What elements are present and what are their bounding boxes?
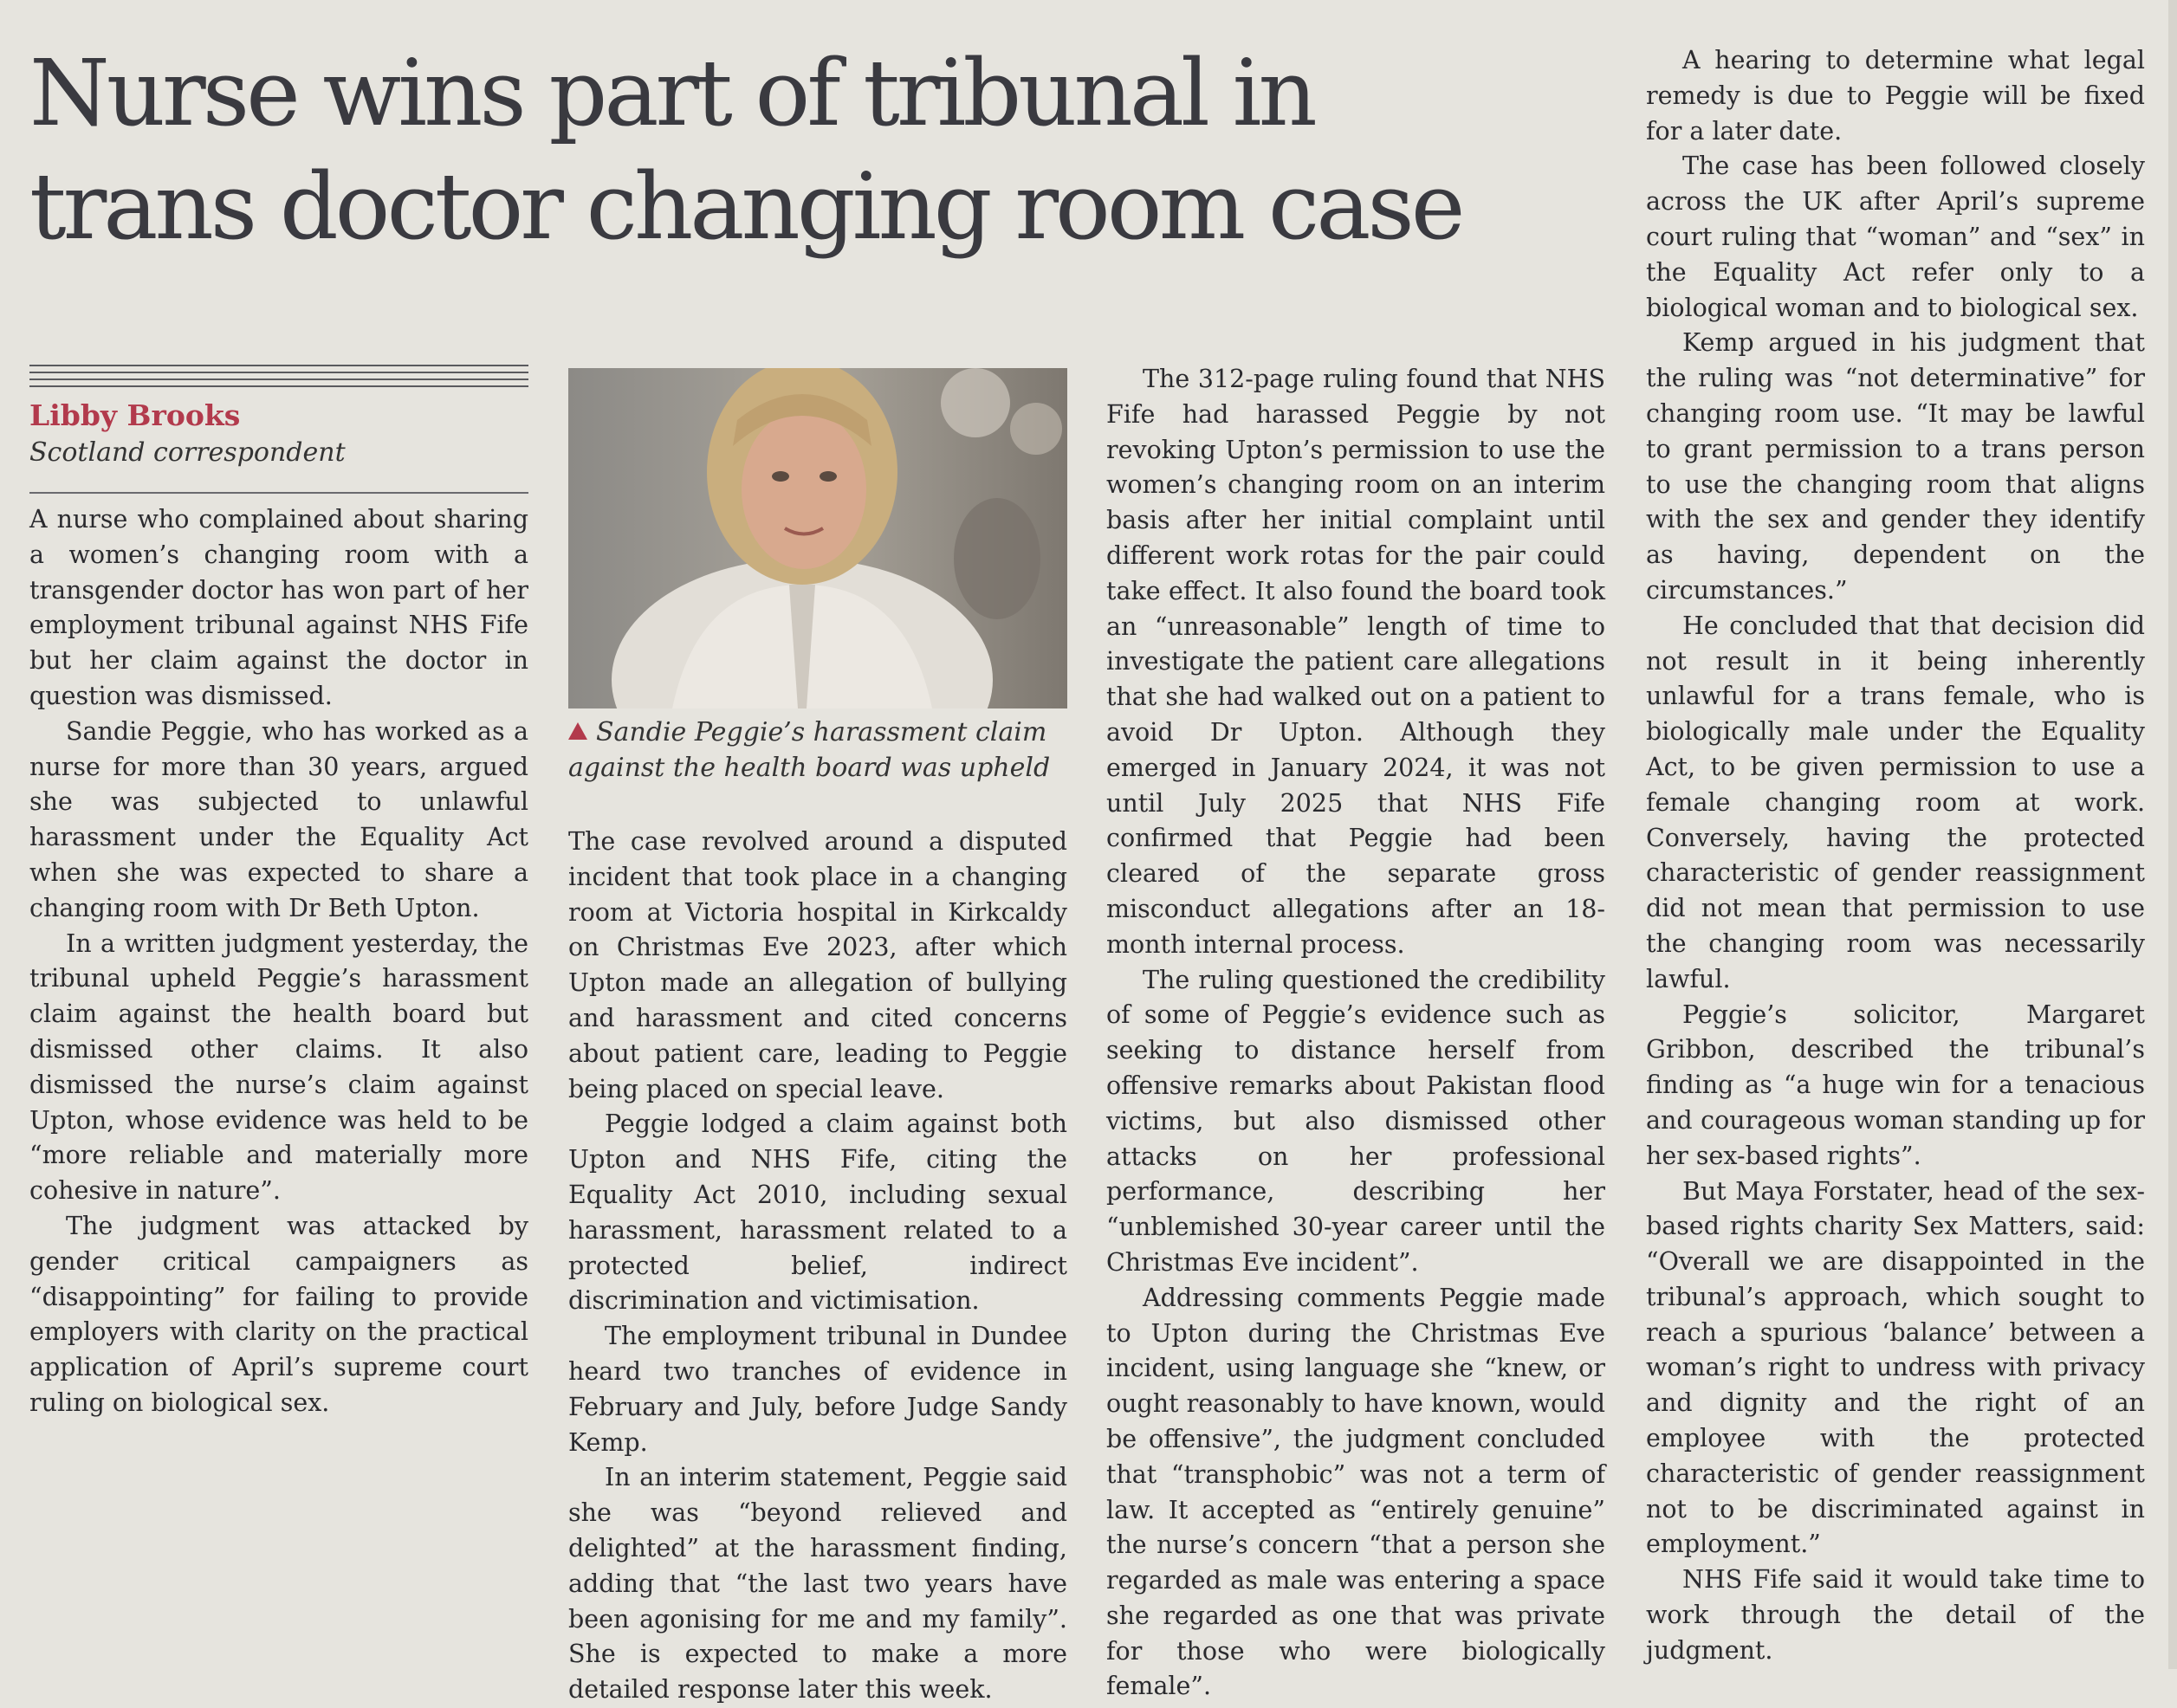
column-2 — [568, 825, 1067, 1708]
portrait-image — [568, 368, 1067, 708]
paragraph-10: The ruling questioned the credibility of some of Peggie’s evidence such as seeking to distance herself from offensive remarks about Pakistan flood victims, but also dismissed other attacks on her professional performance, describing her “unblemished 30-year career until the Christmas Eve incident”. — [1106, 965, 1605, 1277]
caption-triangle-icon — [568, 722, 587, 740]
column-3 — [1106, 362, 1605, 1705]
paragraph-8: In an interim statement, Peggie said she was “beyond relieved and delighted” at the harassment finding, adding that “the last two years have been agonising for me and my family”. She is expected to make a more detailed response later this week. — [568, 1463, 1067, 1705]
article-photo — [568, 368, 1067, 708]
paragraph-12: A hearing to determine what legal remedy is due to Peggie will be fixed for a later date. — [1646, 46, 2145, 146]
page-edge — [2168, 0, 2177, 1669]
byline — [29, 397, 528, 471]
paragraph-1: A nurse who complained about sharing a women’s changing room with a transgender doctor has won part of her employment tribunal against NHS Fife but her claim against the doctor in question was dismissed. — [29, 505, 528, 710]
paragraph-15: He concluded that that decision did not result in it being inherently unlawful for a trans female, who is biologically male under the Equality Act, to be given permission to use a female changing room at work. Conversely, having the protected characteristic of gender reassignment did not mean that permission to use the changing room was necessarily lawful. — [1646, 611, 2145, 993]
paragraph-18: NHS Fife said it would take time to work through the detail of the judgment. — [1646, 1565, 2145, 1665]
paragraph-16: Peggie’s solicitor, Margaret Gribbon, described the tribunal’s finding as “a huge win for a tenacious and courageous woman standing up for her sex-based rights”. — [1646, 1000, 2145, 1170]
paragraph-4: The judgment was attacked by gender critical campaigners as “disappointing” for failing to provide employers with clarity on the practical application of April’s supreme court ruling on biological sex. — [29, 1211, 528, 1417]
author-role: Scotland correspondent — [29, 437, 346, 468]
paragraph-13: The case has been followed closely across the UK after April’s supreme court ruling that “woman” and “sex” in the Equality Act refer only to a biological woman and to biological sex. — [1646, 152, 2145, 322]
column-4 — [1646, 43, 2145, 1669]
headline — [29, 36, 1623, 263]
paragraph-5: The case revolved around a disputed incident that took place in a changing room at Victoria hospital in Kirkcaldy on Christmas Eve 2023, after which Upton made an allegation of bullying and harassment and cited concerns about patient care, leading to Peggie being placed on special leave. — [568, 827, 1067, 1103]
byline-divider — [29, 492, 528, 494]
paragraph-9: The 312-page ruling found that NHS Fife had harassed Peggie by not revoking Upton’s permission to use the women’s changing room on an interim basis after her initial complaint until different work rotas for the pair could take effect. It also found the board took an “unreasonable” length of time to investigate the patient care allegations that she had walked out on a patient to avoid Dr Upton. Although they emerged in January 2024, it was not until July 2025 that NHS Fife confirmed that Peggie had been cleared of the separate gross misconduct allegations after an 18-month internal process. — [1106, 365, 1605, 959]
paragraph-11: Addressing comments Peggie made to Upton during the Christmas Eve incident, using language she “knew, or ought reasonably to have known, would be offensive”, the judgment concluded that “transphobic” was not a term of law. It accepted as “entirely genuine” the nurse’s concern “that a person she regarded as male was entering a space she regarded as one that was private for those who were biologically female”. — [1106, 1283, 1605, 1701]
paragraph-17: But Maya Forstater, head of the sex-based rights charity Sex Matters, said: “Overall we are disappointed in the tribunal’s approach, which sought to reach a spurious ‘balance’ between a woman’s right to undress with privacy and dignity and the right of an employee with the protected characteristic of gender reassignment not to be discriminated against in employment.” — [1646, 1176, 2145, 1559]
paragraph-7: The employment tribunal in Dundee heard two tranches of evidence in February and July, before Judge Sandy Kemp. — [568, 1322, 1067, 1457]
author-name: Libby Brooks — [29, 398, 241, 432]
byline-rules — [29, 365, 528, 394]
paragraph-6: Peggie lodged a claim against both Upton and NHS Fife, citing the Equality Act 2010, including sexual harassment, harassment related to a protected belief, indirect discrimination and victimisation. — [568, 1110, 1067, 1316]
headline-line-2: trans doctor changing room case — [29, 153, 1462, 260]
paragraph-3: In a written judgment yesterday, the tribunal upheld Peggie’s harassment claim against the health board but dismissed other claims. It also dismissed the nurse’s claim against Upton, whose evidence was held to be “more reliable and materially more cohesive in nature”. — [29, 928, 528, 1206]
headline-line-1: Nurse wins part of tribunal in — [29, 40, 1314, 146]
photo-caption — [568, 715, 1067, 786]
paragraph-14: Kemp argued in his judgment that the ruling was “not determinative” for changing room use. “It may be lawful to grant permission to a trans person to use the changing room that aligns with the sex and gender they identify as having, dependent on the circumstances.” — [1646, 328, 2145, 605]
caption-text: Sandie Peggie’s harassment claim against the health board was upheld — [568, 717, 1051, 783]
column-1 — [29, 502, 528, 1421]
paragraph-2: Sandie Peggie, who has worked as a nurse for more than 30 years, argued she was subjected to unlawful harassment under the Equality Act when she was expected to share a changing room with Dr Beth Upton. — [29, 716, 528, 922]
